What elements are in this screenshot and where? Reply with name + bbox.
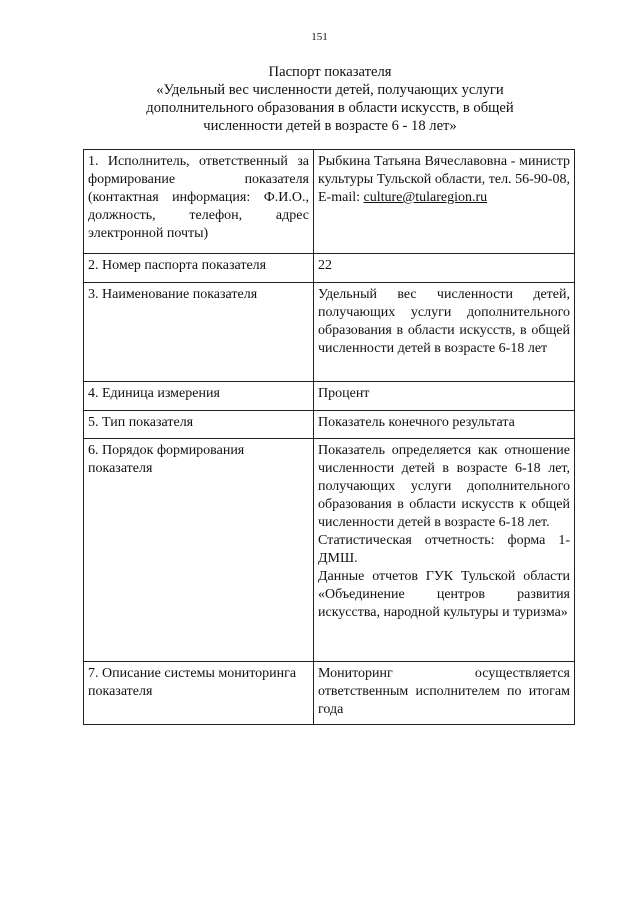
- row-value-monitoring: Мониторинг осуществляется ответственным исполнителем по итогам года: [314, 662, 575, 725]
- row-value-unit: Процент: [314, 382, 575, 411]
- table-row: [84, 254, 575, 283]
- table-row: [84, 283, 575, 382]
- document-title: [120, 63, 540, 135]
- row-value-executor: [314, 150, 575, 254]
- title-line-3: дополнительного образования в области искусств, в общей: [146, 100, 514, 116]
- row-value-passport-number: 22: [314, 254, 575, 283]
- title-line-4: численности детей в возрасте 6 - 18 лет»: [203, 118, 457, 134]
- page-number: 151: [311, 31, 328, 43]
- row-label-executor: 1. Исполнитель, ответственный за формирование показателя (контактная информация: Ф.И.О., должность, телефон, адрес электронной почты): [84, 150, 314, 254]
- title-line-1: Паспорт показателя: [268, 64, 392, 80]
- row-label-indicator-type: 5. Тип показателя: [84, 411, 314, 439]
- row-label-unit: 4. Единица измерения: [84, 382, 314, 411]
- title-line-2: «Удельный вес численности детей, получающих услуги: [156, 82, 504, 98]
- row-label-passport-number: 2. Номер паспорта показателя: [84, 254, 314, 283]
- formation-paragraph-2: Статистическая отчетность: форма 1-ДМШ.: [318, 533, 570, 566]
- row-label-indicator-name: 3. Наименование показателя: [84, 283, 314, 382]
- table-row: [84, 662, 575, 725]
- row-value-formation-order: [314, 439, 575, 662]
- formation-paragraph-1: Показатель определяется как отношение численности детей в возрасте 6-18 лет, получающих услуги дополнительного образования в области искусств к общей численности детей в возрасте 6-18 лет.: [318, 443, 570, 530]
- table-row: [84, 382, 575, 411]
- row-label-monitoring: 7. Описание системы мониторинга показателя: [84, 662, 314, 725]
- row-label-formation-order: 6. Порядок формирования показателя: [84, 439, 314, 662]
- row-value-indicator-type: Показатель конечного результата: [314, 411, 575, 439]
- table-row: [84, 411, 575, 439]
- executor-contact: Рыбкина Татьяна Вячеславовна - министр культуры Тульской области, тел. 56-90-08, E-mail:: [318, 154, 570, 205]
- passport-table: [83, 149, 575, 725]
- table-row: [84, 439, 575, 662]
- email-link[interactable]: culture@tularegion.ru: [363, 190, 488, 205]
- table-row: [84, 150, 575, 254]
- formation-paragraph-3: Данные отчетов ГУК Тульской области «Объединение центров развития искусства, народной культуры и туризма»: [318, 569, 570, 620]
- row-value-indicator-name: Удельный вес численности детей, получающих услуги дополнительного образования в области искусств, в общей численности детей в возрасте 6-18 лет: [314, 283, 575, 382]
